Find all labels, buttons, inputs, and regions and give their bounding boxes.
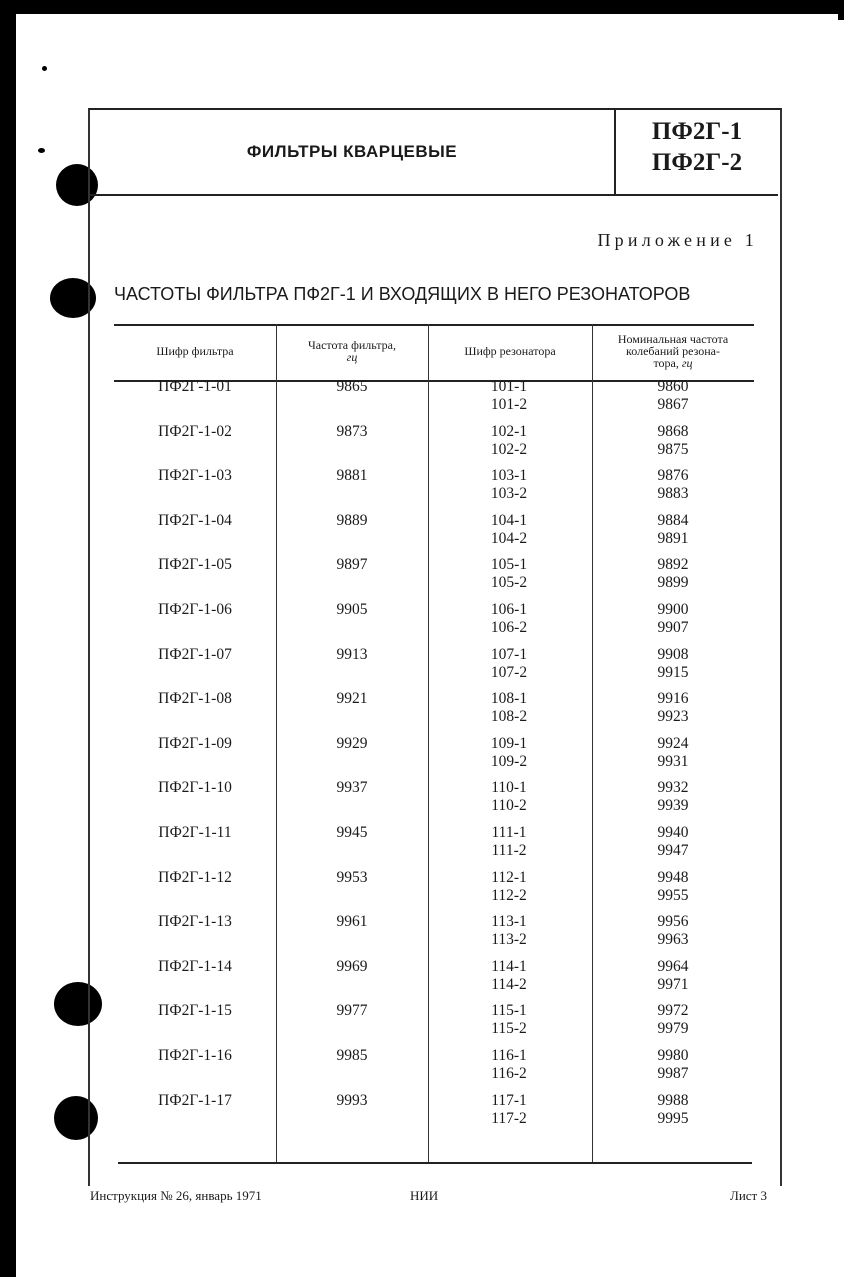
resonator-code-2: 102-2 bbox=[490, 440, 528, 458]
resonator-codes bbox=[428, 1002, 590, 1038]
nominal-frequencies bbox=[592, 824, 754, 860]
resonator-codes bbox=[428, 646, 590, 682]
resonator-code-1: 117-1 bbox=[491, 1091, 527, 1109]
filter-frequency: 9993 bbox=[336, 1091, 368, 1109]
resonator-codes bbox=[428, 869, 590, 905]
resonator-codes bbox=[428, 467, 590, 503]
resonator-code-1: 106-1 bbox=[490, 601, 528, 618]
filter-code: ПФ2Г-1-03 bbox=[158, 467, 232, 485]
resonator-code-2: 105-2 bbox=[490, 574, 528, 592]
nominal-frequency-2: 9891 bbox=[657, 529, 689, 547]
nominal-frequency-2: 9955 bbox=[657, 886, 689, 904]
resonator-code-1: 114-1 bbox=[491, 957, 527, 975]
resonator-code-1: 108-1 bbox=[490, 690, 528, 708]
resonator-code-2: 106-2 bbox=[490, 619, 528, 636]
table-row bbox=[114, 556, 754, 605]
filter-code: ПФ2Г-1-05 bbox=[158, 556, 232, 574]
nominal-frequency-1: 9860 bbox=[657, 378, 689, 395]
nominal-frequency-2: 9995 bbox=[657, 1109, 689, 1127]
product-code-1: ПФ2Г-1 bbox=[651, 118, 743, 145]
resonator-code-1: 101-1 bbox=[490, 378, 528, 395]
header bbox=[90, 110, 778, 196]
nominal-frequencies bbox=[592, 378, 754, 414]
filter-frequency: 9921 bbox=[336, 690, 368, 708]
resonator-codes bbox=[428, 601, 590, 637]
resonator-codes bbox=[428, 690, 590, 726]
resonator-code-2: 112-2 bbox=[491, 886, 527, 904]
filter-code: ПФ2Г-1-04 bbox=[158, 511, 232, 529]
nominal-frequencies bbox=[592, 869, 754, 905]
header-title: ФИЛЬТРЫ КВАРЦЕВЫЕ bbox=[246, 142, 458, 161]
filter-frequency: 9953 bbox=[336, 868, 368, 886]
filter-frequency: 9905 bbox=[336, 601, 368, 618]
nominal-frequencies bbox=[592, 735, 754, 771]
scan-edge-right bbox=[838, 0, 844, 20]
filter-frequency: 9881 bbox=[336, 467, 368, 485]
nominal-frequencies bbox=[592, 601, 754, 637]
table-row bbox=[114, 422, 754, 472]
appendix-label: Приложение 1 bbox=[597, 230, 758, 250]
table-row bbox=[114, 824, 754, 873]
nominal-frequencies bbox=[592, 1002, 754, 1038]
resonator-code-1: 116-1 bbox=[491, 1047, 527, 1064]
nominal-frequency-2: 9875 bbox=[657, 440, 689, 458]
resonator-code-1: 103-1 bbox=[490, 467, 528, 485]
filter-code: ПФ2Г-1-13 bbox=[158, 913, 232, 931]
nominal-frequency-1: 9892 bbox=[657, 556, 689, 574]
filter-frequency: 9889 bbox=[336, 511, 368, 529]
product-code-2: ПФ2Г-2 bbox=[651, 149, 743, 176]
filter-code: ПФ2Г-1-14 bbox=[158, 957, 232, 975]
resonator-code-1: 104-1 bbox=[490, 511, 528, 529]
resonator-codes bbox=[428, 423, 590, 459]
nominal-frequency-2: 9931 bbox=[657, 752, 689, 770]
document-frame bbox=[88, 108, 782, 1186]
nominal-frequency-1: 9980 bbox=[657, 1047, 689, 1064]
filter-code: ПФ2Г-1-11 bbox=[158, 824, 232, 841]
resonator-codes bbox=[428, 378, 590, 414]
nominal-frequency-2: 9987 bbox=[657, 1065, 689, 1082]
nominal-frequencies bbox=[592, 690, 754, 726]
resonator-codes bbox=[428, 824, 590, 860]
nominal-frequencies bbox=[592, 512, 754, 548]
footer-institute: НИИ bbox=[410, 1188, 439, 1203]
table-bottom-rule bbox=[118, 1162, 752, 1164]
table-row bbox=[114, 1002, 754, 1051]
filter-code: ПФ2Г-1-17 bbox=[158, 1091, 232, 1109]
resonator-code-2: 115-2 bbox=[491, 1020, 527, 1038]
resonator-codes bbox=[428, 512, 590, 548]
resonator-codes bbox=[428, 1092, 590, 1128]
resonator-codes bbox=[428, 913, 590, 949]
filter-frequency: 9985 bbox=[336, 1047, 368, 1064]
nominal-frequency-2: 9915 bbox=[657, 663, 689, 681]
nominal-frequency-2: 9899 bbox=[657, 574, 689, 592]
resonator-codes bbox=[428, 779, 590, 815]
footer-instruction: Инструкция № 26, январь 1971 bbox=[90, 1188, 262, 1203]
resonator-code-1: 113-1 bbox=[491, 913, 527, 931]
filter-code: ПФ2Г-1-06 bbox=[158, 601, 232, 618]
resonator-codes bbox=[428, 556, 590, 592]
resonator-code-1: 107-1 bbox=[490, 645, 528, 663]
filter-frequency: 9961 bbox=[336, 913, 368, 931]
speck-1 bbox=[42, 66, 47, 71]
header-nominal-frequency: Номинальная частота колебаний резона- тора, гц bbox=[617, 332, 729, 370]
resonator-code-2: 104-2 bbox=[490, 529, 528, 547]
nominal-frequency-1: 9948 bbox=[657, 868, 689, 886]
filter-code: ПФ2Г-1-10 bbox=[158, 779, 232, 797]
nominal-frequencies bbox=[592, 958, 754, 994]
filter-frequency: 9945 bbox=[336, 824, 368, 841]
nominal-frequency-1: 9900 bbox=[657, 601, 689, 618]
nominal-frequency-1: 9884 bbox=[657, 511, 689, 529]
table-row bbox=[114, 957, 754, 1007]
nominal-frequency-1: 9956 bbox=[657, 913, 689, 931]
filter-code: ПФ2Г-1-16 bbox=[158, 1047, 232, 1064]
nominal-frequency-1: 9932 bbox=[657, 779, 689, 797]
table-row bbox=[114, 1091, 754, 1141]
nominal-frequencies bbox=[592, 646, 754, 682]
table-row bbox=[114, 690, 754, 739]
nominal-frequency-1: 9924 bbox=[657, 734, 689, 752]
filter-code: ПФ2Г-1-09 bbox=[158, 734, 232, 752]
nominal-frequencies bbox=[592, 779, 754, 815]
table-row bbox=[114, 645, 754, 695]
filter-code: ПФ2Г-1-02 bbox=[158, 422, 232, 440]
filter-code: ПФ2Г-1-07 bbox=[158, 645, 232, 663]
table-row bbox=[114, 868, 754, 918]
filter-frequency: 9873 bbox=[336, 422, 368, 440]
nominal-frequencies bbox=[592, 423, 754, 459]
document-title: ЧАСТОТЫ ФИЛЬТРА ПФ2Г-1 И ВХОДЯЩИХ В НЕГО РЕЗОНАТОРОВ bbox=[114, 284, 691, 304]
speck-2 bbox=[38, 148, 45, 153]
nominal-frequency-2: 9963 bbox=[657, 931, 689, 949]
nominal-frequency-2: 9923 bbox=[657, 708, 689, 726]
resonator-code-2: 110-2 bbox=[491, 797, 527, 815]
frequency-table bbox=[114, 324, 754, 1164]
filter-frequency: 9897 bbox=[336, 556, 368, 574]
nominal-frequency-1: 9964 bbox=[657, 957, 689, 975]
nominal-frequencies bbox=[592, 913, 754, 949]
filter-frequency: 9929 bbox=[336, 734, 368, 752]
filter-code: ПФ2Г-1-15 bbox=[158, 1002, 232, 1020]
table-row bbox=[114, 601, 754, 650]
table-row bbox=[114, 1047, 754, 1096]
filter-frequency: 9865 bbox=[336, 378, 368, 395]
resonator-code-1: 109-1 bbox=[490, 734, 528, 752]
filter-code: ПФ2Г-1-12 bbox=[158, 868, 232, 886]
resonator-code-1: 111-1 bbox=[491, 824, 527, 841]
resonator-code-2: 116-2 bbox=[491, 1065, 527, 1082]
filter-frequency: 9969 bbox=[336, 957, 368, 975]
nominal-frequency-1: 9916 bbox=[657, 690, 689, 708]
resonator-code-1: 105-1 bbox=[490, 556, 528, 574]
resonator-code-2: 103-2 bbox=[490, 485, 528, 503]
header-filter-code: Шифр фильтра bbox=[156, 344, 234, 358]
nominal-frequencies bbox=[592, 1047, 754, 1083]
nominal-frequencies bbox=[592, 556, 754, 592]
filter-frequency: 9937 bbox=[336, 779, 368, 797]
resonator-code-2: 101-2 bbox=[490, 396, 528, 413]
resonator-code-2: 111-2 bbox=[491, 842, 527, 859]
table-row bbox=[114, 467, 754, 516]
resonator-codes bbox=[428, 958, 590, 994]
resonator-code-2: 114-2 bbox=[491, 975, 527, 993]
nominal-frequency-2: 9947 bbox=[657, 842, 689, 859]
nominal-frequency-2: 9939 bbox=[657, 797, 689, 815]
nominal-frequency-1: 9868 bbox=[657, 422, 689, 440]
resonator-codes bbox=[428, 1047, 590, 1083]
scan-edge-top bbox=[0, 0, 844, 14]
nominal-frequency-1: 9876 bbox=[657, 467, 689, 485]
resonator-code-1: 110-1 bbox=[491, 779, 527, 797]
resonator-code-1: 102-1 bbox=[490, 422, 528, 440]
table-row bbox=[114, 511, 754, 561]
footer-sheet: Лист 3 bbox=[730, 1188, 767, 1203]
resonator-code-2: 113-2 bbox=[491, 931, 527, 949]
unit-hz: гц bbox=[346, 350, 358, 364]
resonator-code-1: 115-1 bbox=[491, 1002, 527, 1020]
nominal-frequency-1: 9940 bbox=[657, 824, 689, 841]
product-codes bbox=[616, 116, 778, 188]
unit-hz: гц bbox=[681, 356, 693, 370]
nominal-frequency-1: 9988 bbox=[657, 1091, 689, 1109]
filter-code: ПФ2Г-1-01 bbox=[158, 378, 232, 395]
table-row bbox=[114, 779, 754, 828]
resonator-code-2: 107-2 bbox=[490, 663, 528, 681]
nominal-frequency-2: 9979 bbox=[657, 1020, 689, 1038]
table-row bbox=[114, 913, 754, 962]
header-filter-frequency: Частота фильтра, гц bbox=[307, 338, 396, 364]
resonator-code-1: 112-1 bbox=[491, 868, 527, 886]
resonator-code-2: 108-2 bbox=[490, 708, 528, 726]
table-row bbox=[114, 734, 754, 784]
resonator-code-2: 109-2 bbox=[490, 752, 528, 770]
scan-edge-left bbox=[0, 0, 16, 1277]
nominal-frequency-2: 9867 bbox=[657, 396, 689, 413]
table-row bbox=[114, 378, 754, 427]
nominal-frequency-2: 9971 bbox=[657, 975, 689, 993]
nominal-frequency-1: 9972 bbox=[657, 1002, 689, 1020]
nominal-frequencies bbox=[592, 1092, 754, 1128]
resonator-code-2: 117-2 bbox=[491, 1109, 527, 1127]
nominal-frequencies bbox=[592, 467, 754, 503]
nominal-frequency-2: 9907 bbox=[657, 619, 689, 636]
nominal-frequency-1: 9908 bbox=[657, 645, 689, 663]
filter-code: ПФ2Г-1-08 bbox=[158, 690, 232, 708]
nominal-frequency-2: 9883 bbox=[657, 485, 689, 503]
header-resonator-code: Шифр резонатора bbox=[464, 344, 556, 358]
resonator-codes bbox=[428, 735, 590, 771]
filter-frequency: 9977 bbox=[336, 1002, 368, 1020]
filter-frequency: 9913 bbox=[336, 645, 368, 663]
